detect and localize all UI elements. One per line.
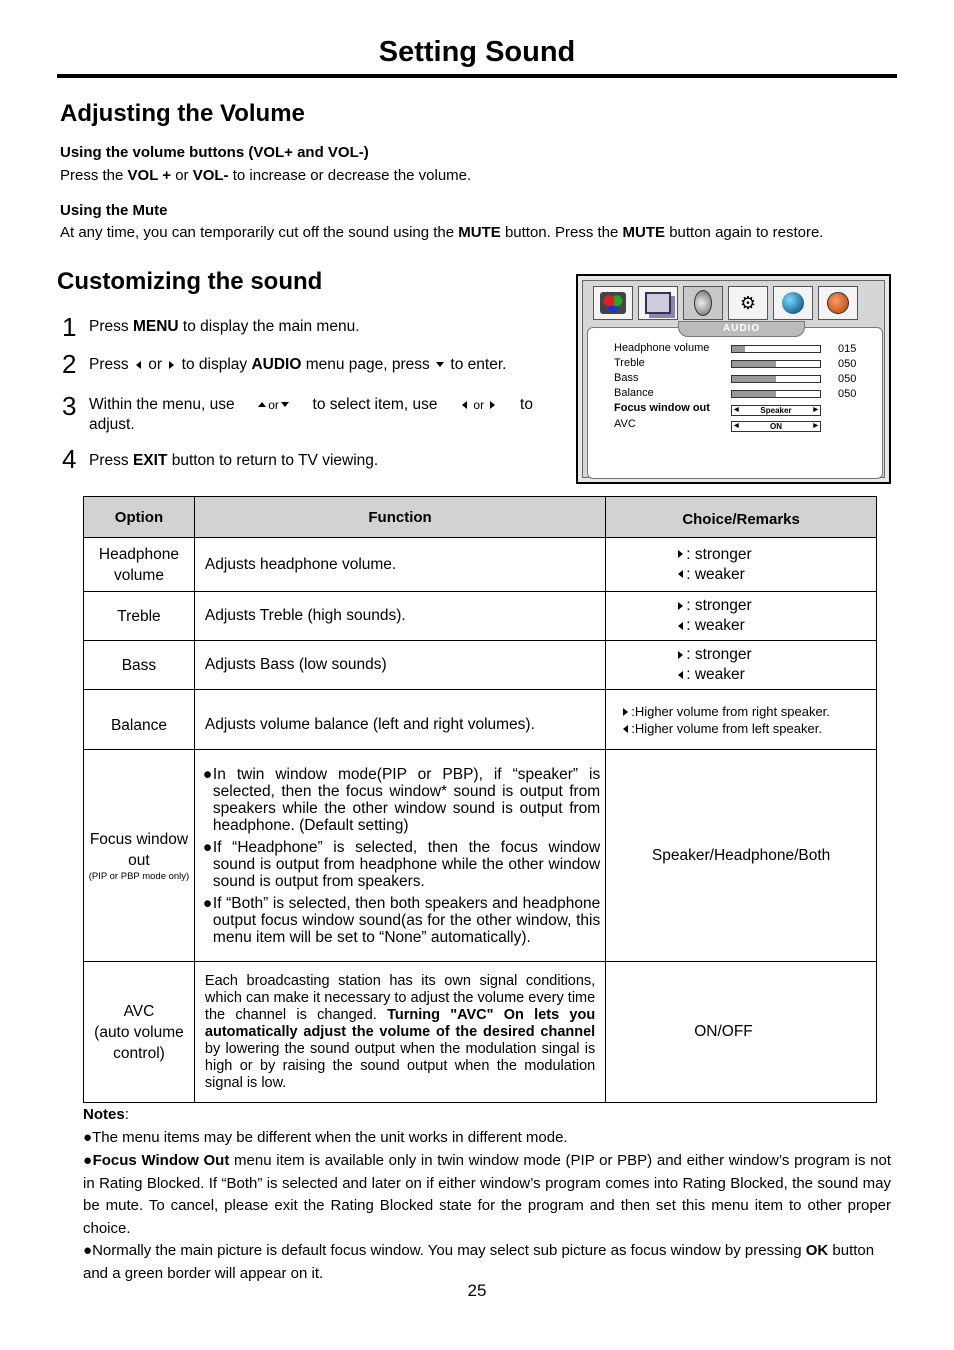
- audio-panel: [587, 327, 883, 479]
- right-arrow-icon: [678, 550, 683, 558]
- picture-icon: [593, 286, 633, 320]
- right-arrow-icon: [623, 708, 628, 716]
- menu-icon-bar: [593, 286, 883, 320]
- function-cell: Adjusts Treble (high sounds).: [194, 592, 605, 641]
- step-number: 3: [62, 391, 77, 421]
- page-title: Setting Sound: [378, 36, 576, 68]
- left-arrow-icon: [678, 671, 683, 679]
- table-row: [84, 538, 877, 592]
- osd-row-label: Balance: [614, 387, 654, 399]
- audio-menu-screenshot: [576, 274, 891, 484]
- function-cell: Adjusts headphone volume.: [194, 538, 605, 592]
- function-cell: Each broadcasting station has its own signal conditions, which can make it necessary to adjust the volume every time the channel is changed. Turning "AVC" On lets you automatically adjust the volume of the desired channel by lowering the sound output when the modulation singal is high or by raising the sound output when the modulation signal is low.: [194, 962, 605, 1103]
- option-cell: AVC (auto volume control): [84, 962, 195, 1103]
- right-arrow-icon: [169, 361, 174, 369]
- down-arrow-icon: [281, 402, 289, 407]
- step-text: Within the menu, use or to select item, use or to adjust.: [89, 396, 533, 433]
- up-arrow-icon: [258, 402, 266, 407]
- left-arrow-icon: [623, 725, 628, 733]
- table-row: [84, 690, 877, 750]
- mute-paragraph: At any time, you can temporarily cut off the sound using the MUTE button. Press the MUTE button again to restore.: [60, 224, 824, 241]
- osd-selector: ◀ ON ▶: [731, 421, 821, 432]
- choice-cell: :Higher volume from right speaker. :Higher volume from left speaker.: [606, 690, 877, 750]
- notes-heading: Notes:: [83, 1106, 129, 1123]
- osd-slider: [731, 390, 821, 398]
- osd-slider: [731, 360, 821, 368]
- option-cell: Bass: [84, 641, 195, 690]
- osd-value: 050: [838, 358, 857, 370]
- option-cell: Treble: [84, 592, 195, 641]
- down-arrow-icon: [436, 362, 444, 367]
- screen-icon: [638, 286, 678, 320]
- right-arrow-icon: [490, 401, 495, 409]
- step-number: 1: [62, 312, 77, 342]
- table-row: [84, 962, 877, 1103]
- step-text: Press MENU to display the main menu.: [89, 318, 360, 335]
- osd-selector: ◀ Speaker ▶: [731, 405, 821, 416]
- option-cell: Balance: [84, 690, 195, 750]
- osd-row-label: AVC: [614, 418, 636, 430]
- note-item: ●The menu items may be different when the unit works in different mode.: [83, 1129, 568, 1146]
- bullet-item: ● In twin window mode(PIP or PBP), if “speaker” is selected, then the focus window* sound is output from speakers while the other window sound is output from headphone. (Default setting): [202, 765, 601, 834]
- step-text: Press EXIT button to return to TV viewing.: [89, 452, 379, 469]
- vol-subheading: Using the volume buttons (VOL+ and VOL-): [60, 144, 369, 161]
- table-header-row: [84, 497, 877, 538]
- note-item: ●Focus Window Out menu item is available only in twin window mode (PIP or PBP) and either window’s program is not in Rating Blocked. If “Both” is selected and later on if either window’s program comes into Rating Blocked, the sound may be mute. To cancel, please exit the Rating Blocked state for the program and then set this menu item to other proper choice.: [83, 1152, 891, 1237]
- vol-paragraph: Press the VOL + or VOL- to increase or decrease the volume.: [60, 167, 472, 184]
- choice-cell: : stronger : weaker: [606, 538, 877, 592]
- osd-row-label: Treble: [614, 357, 645, 369]
- bullet-item: ● If “Both” is selected, then both speakers and headphone output focus window sound(as for the other window, this menu item will be set to “None” automatically).: [202, 894, 601, 946]
- note-item: ●Normally the main picture is default focus window. You may select sub picture as focus window by pressing OK button and a green border will appear on it.: [83, 1242, 875, 1282]
- osd-slider: [731, 345, 821, 353]
- osd-value: 050: [838, 388, 857, 400]
- table-row: [84, 592, 877, 641]
- choice-cell: Speaker/Headphone/Both: [606, 750, 877, 962]
- function-cell: Adjusts Bass (low sounds): [194, 641, 605, 690]
- right-arrow-icon: [678, 651, 683, 659]
- choice-cell: : stronger : weaker: [606, 592, 877, 641]
- table-row: [84, 750, 877, 962]
- right-arrow-icon: [678, 602, 683, 610]
- osd-value: 050: [838, 373, 857, 385]
- step-number: 2: [62, 349, 77, 379]
- column-header: Option: [84, 497, 195, 538]
- left-arrow-icon: [678, 570, 683, 578]
- bullet-item: ● If “Headphone” is selected, then the focus window sound is output from headphone while the other window sound is output from speakers.: [202, 838, 601, 890]
- left-arrow-icon: [462, 401, 467, 409]
- setup-icon: ⚙: [728, 286, 768, 320]
- section-heading-volume: Adjusting the Volume: [60, 100, 305, 127]
- title-rule: [57, 74, 897, 78]
- channel-icon: [773, 286, 813, 320]
- function-cell: [194, 750, 605, 962]
- osd-row-label: Headphone volume: [614, 342, 710, 354]
- page-number: 25: [467, 1281, 487, 1300]
- choice-cell: : stronger : weaker: [606, 641, 877, 690]
- section-heading-customizing: Customizing the sound: [57, 268, 323, 295]
- osd-row-label: Bass: [614, 372, 639, 384]
- option-cell: Headphone volume: [84, 538, 195, 592]
- mute-subheading: Using the Mute: [60, 202, 168, 219]
- step-text: Press or to display AUDIO menu page, press to enter.: [89, 356, 507, 373]
- osd-row-label: Focus window out: [614, 402, 710, 414]
- left-arrow-icon: [136, 361, 141, 369]
- column-header: Function: [194, 497, 605, 538]
- left-arrow-icon: [678, 622, 683, 630]
- audio-tab: AUDIO: [678, 321, 805, 337]
- choice-cell: ON/OFF: [606, 962, 877, 1103]
- step-number: 4: [62, 444, 77, 474]
- options-table: [83, 496, 877, 1103]
- osd-slider: [731, 375, 821, 383]
- lock-icon: [818, 286, 858, 320]
- osd-value: 015: [838, 343, 857, 355]
- column-header: Choice/Remarks: [606, 497, 877, 538]
- table-row: [84, 641, 877, 690]
- option-cell: Focus window out (PIP or PBP mode only): [84, 750, 195, 962]
- speaker-icon: [683, 286, 723, 320]
- function-cell: Adjusts volume balance (left and right volumes).: [194, 690, 605, 750]
